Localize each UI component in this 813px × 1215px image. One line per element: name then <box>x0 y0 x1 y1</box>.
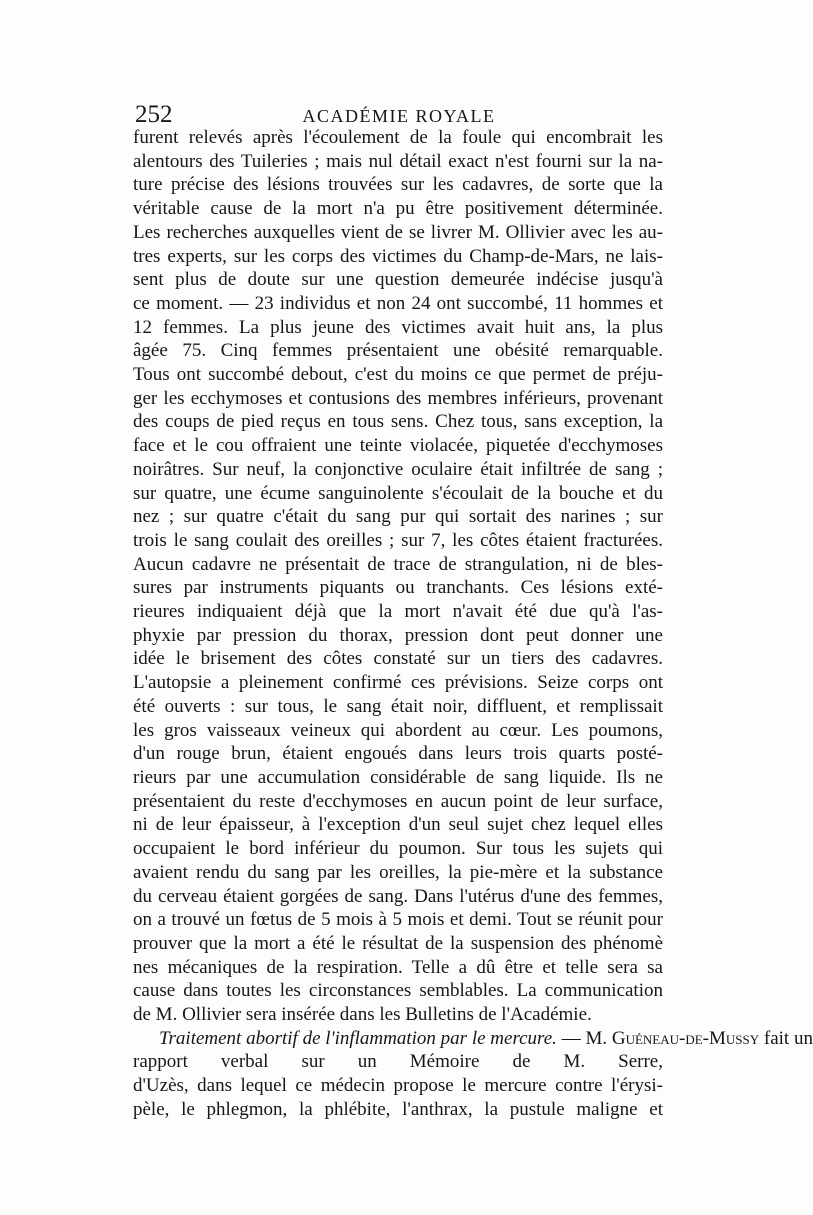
text-line: occupaient le bord inférieur du poumon. Sur tous les sujets qui <box>133 838 663 860</box>
text-line: sur quatre, une écume sanguinolente s'écoulait de la bouche et du <box>133 482 663 504</box>
text-line: présentaient du reste d'ecchymoses en aucun point de leur surface, <box>133 790 663 812</box>
page-number: 252 <box>135 101 173 128</box>
text-line: été ouverts : sur tous, le sang était noir, diffluent, et remplissait <box>133 695 663 717</box>
text-line: furent relevés après l'écoulement de la foule qui encombrait les <box>133 127 663 148</box>
text-line: nez ; sur quatre c'était du sang pur qui sortait des narines ; sur <box>133 506 663 528</box>
text-line: d'Uzès, dans lequel ce médecin propose le mercure contre l'érysi- <box>133 1075 663 1097</box>
text-line: véritable cause de la mort n'a pu être positivement déterminée. <box>133 198 663 220</box>
running-head: ACADÉMIE ROYALE <box>302 106 496 126</box>
text-line: tres experts, sur les corps des victimes du Champ-de-Mars, ne lais- <box>133 245 663 267</box>
text-line: noirâtres. Sur neuf, la conjonctive oculaire était infiltrée de sang ; <box>133 458 663 480</box>
line-end: fait un <box>759 1027 813 1049</box>
text-line: sures par instruments piquants ou tranchants. Ces lésions exté- <box>133 577 663 599</box>
title-dash: — M. <box>556 1027 612 1049</box>
text-line: les gros vaisseaux veineux qui abordent au cœur. Les poumons, <box>133 719 663 741</box>
text-line: ni de leur épaisseur, à l'exception d'un seul sujet chez lequel elles <box>133 814 663 836</box>
text-line: cause dans toutes les circonstances semblables. La communication <box>133 980 663 1002</box>
text-line: prouver que la mort a été le résultat de la suspension des phénomè <box>133 932 663 954</box>
text-line: ger les ecchymoses et contusions des membres inférieurs, provenant <box>133 387 663 409</box>
text-line: âgée 75. Cinq femmes présentaient une obésité remarquable. <box>133 340 663 362</box>
text-line: ture précise des lésions trouvées sur les cadavres, de sorte que la <box>133 174 663 196</box>
text-line: on a trouvé un fœtus de 5 mois à 5 mois et demi. Tout se réunit pour <box>133 909 663 931</box>
text-line: phyxie par pression du thorax, pression dont peut donner une <box>133 624 663 646</box>
text-line: alentours des Tuileries ; mais nul détail exact n'est fourni sur la na- <box>133 150 663 172</box>
paragraph-autopsy-report <box>133 126 663 1027</box>
text-line: Les recherches auxquelles vient de se livrer M. Ollivier avec les au- <box>133 221 663 243</box>
text-line: d'un rouge brun, étaient engoués dans leurs trois quarts posté- <box>133 743 663 765</box>
author-name: Guéneau-de-Mussy <box>611 1027 760 1049</box>
text-line: des coups de pied reçus en tous sens. Chez tous, sans exception, la <box>133 411 663 433</box>
paragraph-mercure-treatment <box>133 1027 813 1122</box>
text-line: 12 femmes. La plus jeune des victimes avait huit ans, la plus <box>133 316 663 338</box>
text-line: rieurs par une accumulation considérable de sang liquide. Ils ne <box>133 766 663 788</box>
body-text <box>133 126 813 1122</box>
text-line: idée le brisement des côtes constaté sur un tiers des cadavres. <box>133 648 663 670</box>
text-line: Tous ont succombé debout, c'est du moins ce que permet de préju- <box>133 364 663 386</box>
text-line: nes mécaniques de la respiration. Telle a dû être et telle sera sa <box>133 956 663 978</box>
text-line: de M. Ollivier sera insérée dans les Bulletins de l'Académie. <box>133 1004 592 1026</box>
text-line: sent plus de doute sur une question demeurée indécise jusqu'à <box>133 269 663 291</box>
text-line: pèle, le phlegmon, la phlébite, l'anthrax, la pustule maligne et <box>133 1098 663 1120</box>
text-line: trois le sang coulait des oreilles ; sur 7, les côtes étaient fracturées. <box>133 529 663 551</box>
text-line: ce moment. — 23 individus et non 24 ont succombé, 11 hommes et <box>133 292 663 314</box>
text-line: avaient rendu du sang par les oreilles, la pie-mère et la substance <box>133 861 663 883</box>
text-line: face et le cou offraient une teinte violacée, piquetée d'ecchymoses <box>133 435 663 457</box>
text-line: rieures indiquaient déjà que la mort n'avait été due qu'à l'as- <box>133 601 663 623</box>
text-line <box>133 1027 813 1051</box>
text-line: Aucun cadavre ne présentait de trace de strangulation, ni de bles- <box>133 553 663 575</box>
text-line: rapport verbal sur un Mémoire de M. Serre, <box>133 1051 663 1073</box>
section-title: Traitement abortif de l'inflammation par le mercure. <box>159 1027 557 1049</box>
text-line: L'autopsie a pleinement confirmé ces prévisions. Seize corps ont <box>133 672 663 694</box>
text-line: du cerveau étaient gorgées de sang. Dans l'utérus d'une des femmes, <box>133 885 663 907</box>
